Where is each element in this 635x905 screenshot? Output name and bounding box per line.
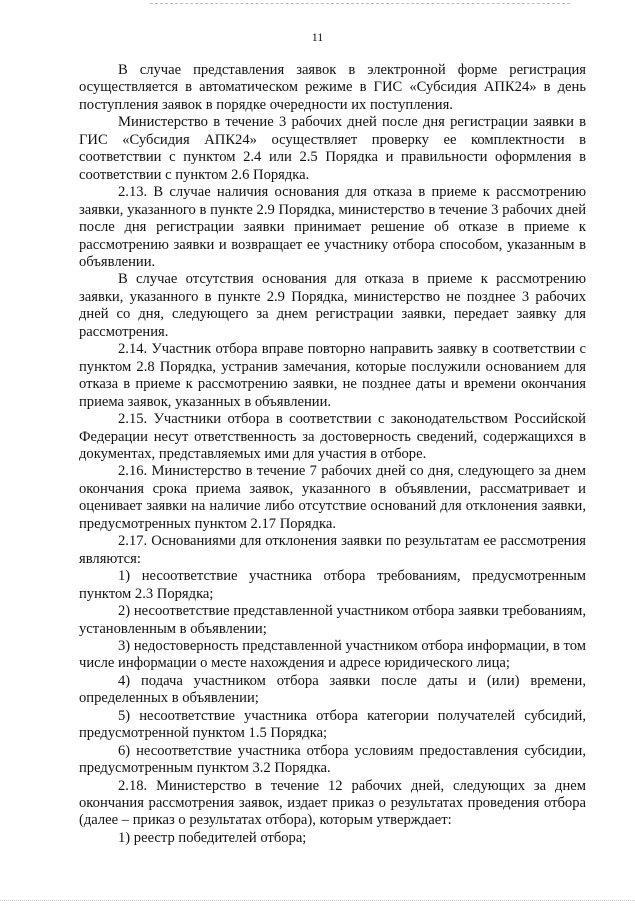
list-item-rejection-6: 6) несоответствие участника отбора условиям предоставления субсидии, предусмотренным пунктом 3.2 Порядка. — [79, 742, 586, 777]
paragraph-2-17: 2.17. Основаниями для отклонения заявки по результатам ее рассмотрения являются: — [79, 533, 586, 567]
list-item-rejection-3: 3) недостоверность представленной участником отбора информации, в том числе информации о месте нахождения и адресе юридического лица; — [79, 637, 586, 672]
scan-bottom-edge — [0, 900, 635, 901]
paragraph-electronic-registration: В случае представления заявок в электронной форме регистрация осуществляется в автоматическом режиме в ГИС «Субсидия АПК24» в день поступления заявок в порядке очередности их поступления. — [79, 62, 586, 113]
paragraph-2-14: 2.14. Участник отбора вправе повторно направить заявку в соответствии с пунктом 2.8 Порядка, устранив замечания, которые послужили основанием для отказа в приеме к рассмотрению заявки, не позднее даты и времени окончания приема заявок, указанных в объявлении. — [79, 341, 586, 410]
document-body — [79, 62, 586, 847]
list-item-approval-1: 1) реестр победителей отбора; — [118, 829, 307, 846]
paragraph-2-15: 2.15. Участники отбора в соответствии с законодательством Российской Федерации несут ответственность за достоверность сведений, содержащихся в документах, представляемых ими для участия в отборе. — [79, 411, 586, 462]
list-item-rejection-5: 5) несоответствие участника отбора категории получателей субсидий, предусмотренной пунктом 1.5 Порядка; — [79, 707, 586, 742]
paragraph-no-refusal-grounds: В случае отсутствия основания для отказа в приеме к рассмотрению заявки, указанного в пункте 2.9 Порядка, министерство не позднее 3 рабочих дней со дня, следующего за днем регистрации заявки, передает заявку для рассмотрения. — [79, 271, 586, 340]
paragraph-completeness-check: Министерство в течение 3 рабочих дней после дня регистрации заявки в ГИС «Субсидия АПК24» осуществляет проверку ее комплектности в соответствии с пунктом 2.4 или 2.5 Порядка и правильности оформления в соответствии с пунктом 2.6 Порядка. — [79, 114, 586, 183]
list-item-rejection-2: 2) несоответствие представленной участником отбора заявки требованиям, установленным в объявлении; — [79, 603, 586, 637]
paragraph-2-18: 2.18. Министерство в течение 12 рабочих дней, следующих за днем окончания рассмотрения заявок, издает приказ о результатах проведения отбора (далее – приказ о результатах отбора), которым утверждает: — [79, 777, 586, 829]
page-number: 11 — [311, 30, 324, 44]
paragraph-2-13: 2.13. В случае наличия основания для отказа в приеме к рассмотрению заявки, указанного в пункте 2.9 Порядка, министерство в течение 3 рабочих дней после дня регистрации заявки принимает решение об отказе в приеме к рассмотрению заявки и возвращает ее участнику отбора способом, указанным в объявлении. — [79, 184, 586, 270]
list-item-rejection-4: 4) подача участником отбора заявки после даты и (или) времени, определенных в объявлении; — [79, 672, 586, 707]
scan-top-edge — [150, 3, 570, 4]
paragraph-2-16: 2.16. Министерство в течение 7 рабочих дней со дня, следующего за днем окончания срока приема заявок, указанного в объявлении, рассматривает и оценивает заявки на наличие либо отсутствие оснований для отклонения заявки, предусмотренных пунктом 2.17 Порядка. — [79, 463, 586, 532]
list-item-rejection-1: 1) несоответствие участника отбора требованиям, предусмотренным пунктом 2.3 Порядка; — [79, 568, 586, 602]
